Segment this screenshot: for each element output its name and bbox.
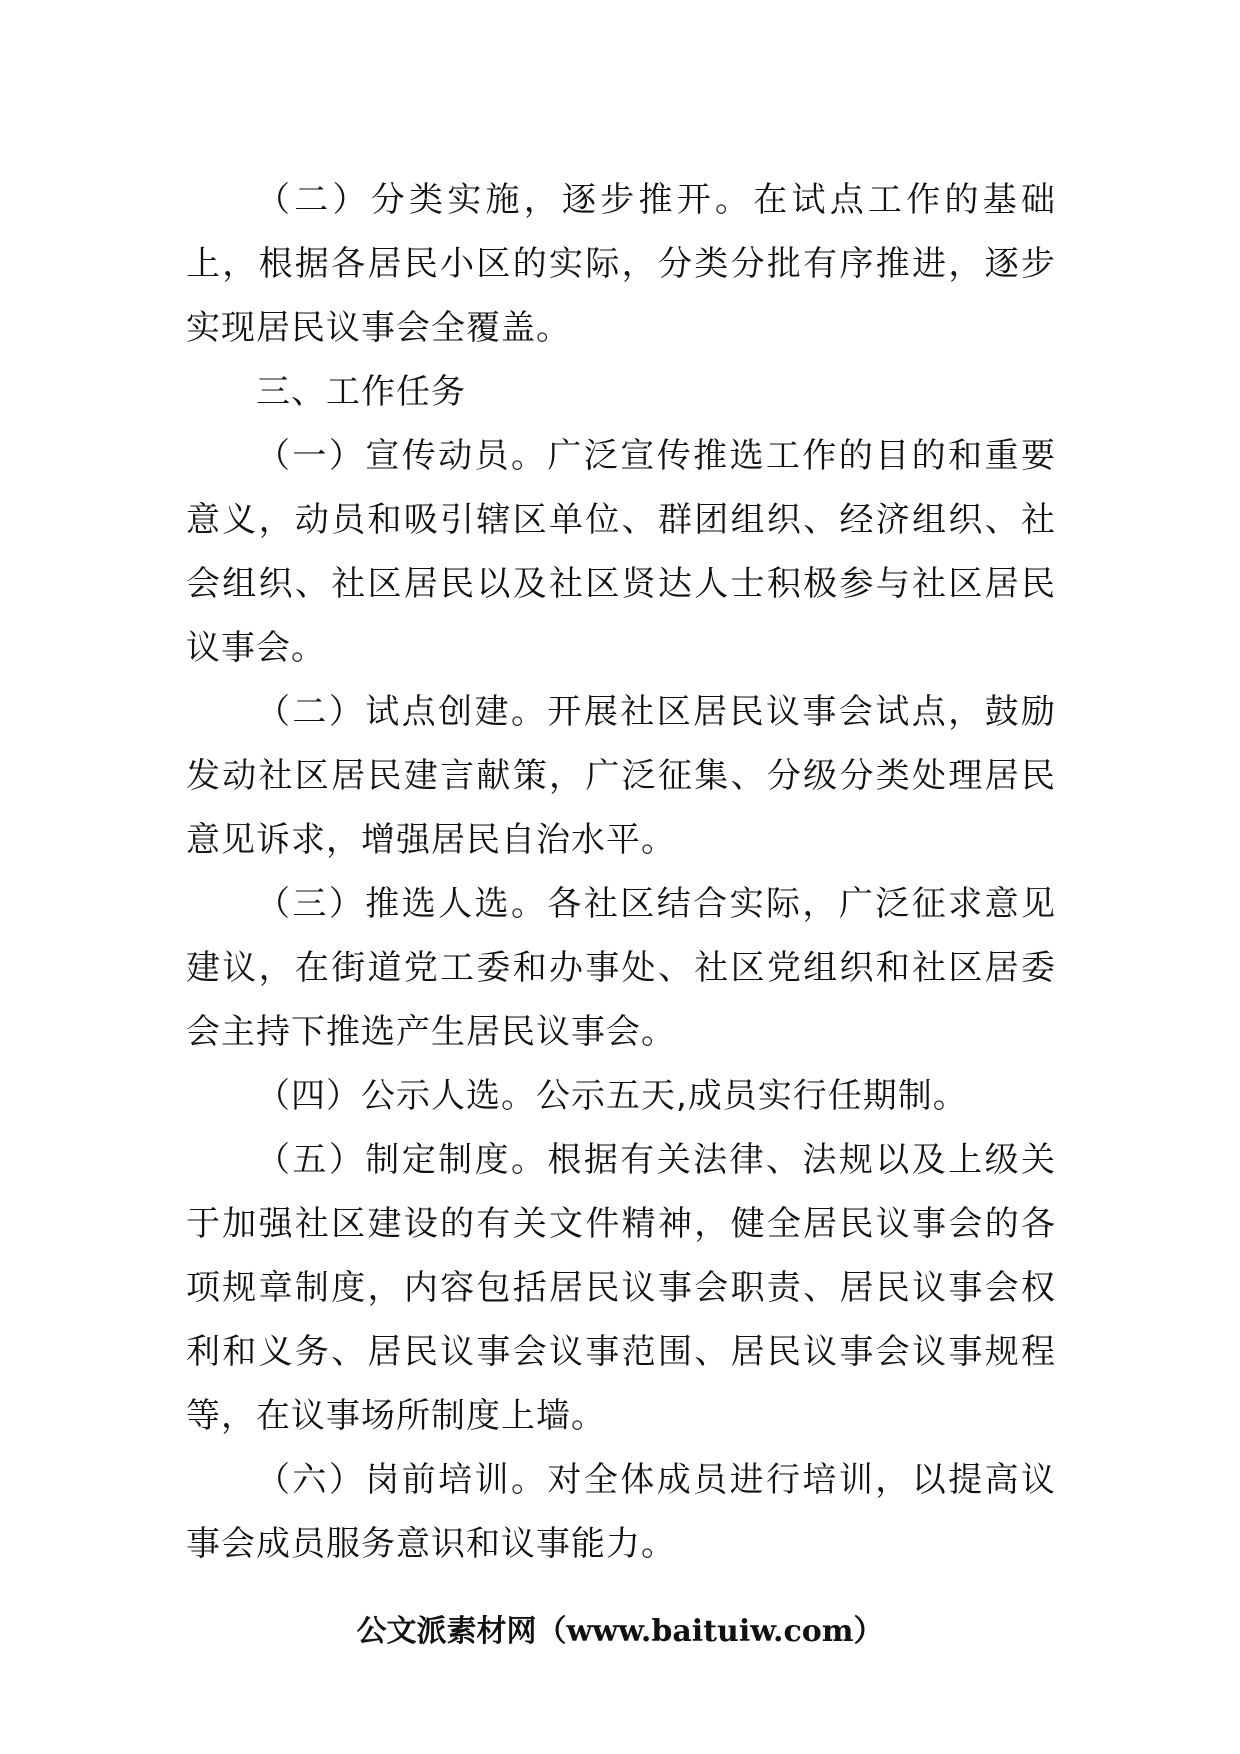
paragraph-classified-implementation: （二）分类实施，逐步推开。在试点工作的基础上，根据各居民小区的实际，分类分批有序推进，逐步实现居民议事会全覆盖。	[186, 180, 1056, 348]
paragraph-publicity-mobilization: （一）宣传动员。广泛宣传推选工作的目的和重要意义，动员和吸引辖区单位、群团组织、经济组织、社会组织、社区居民以及社区贤达人士积极参与社区居民议事会。	[186, 436, 1056, 668]
footer-source-text: 公文派素材网（www.baituiw.com）	[356, 1614, 884, 1649]
document-body	[186, 168, 1056, 1576]
paragraph-rule-making: （五）制定制度。根据有关法律、法规以及上级关于加强社区建设的有关文件精神，健全居民议事会的各项规章制度，内容包括居民议事会职责、居民议事会权利和义务、居民议事会议事范围、居民议事会议事规程等，在议事场所制度上墙。	[186, 1140, 1056, 1436]
paragraph-candidate-selection: （三）推选人选。各社区结合实际，广泛征求意见建议，在街道党工委和办事处、社区党组织和社区居委会主持下推选产生居民议事会。	[186, 884, 1056, 1052]
paragraph-pre-job-training: （六）岗前培训。对全体成员进行培训，以提高议事会成员服务意识和议事能力。	[186, 1460, 1056, 1564]
section-heading-work-tasks: 三、工作任务	[256, 372, 466, 412]
paragraph-candidate-publicity: （四）公示人选。公示五天,成员实行任期制。	[256, 1076, 968, 1116]
paragraph-pilot-creation: （二）试点创建。开展社区居民议事会试点，鼓励发动社区居民建言献策，广泛征集、分级分类处理居民意见诉求，增强居民自治水平。	[186, 692, 1056, 860]
